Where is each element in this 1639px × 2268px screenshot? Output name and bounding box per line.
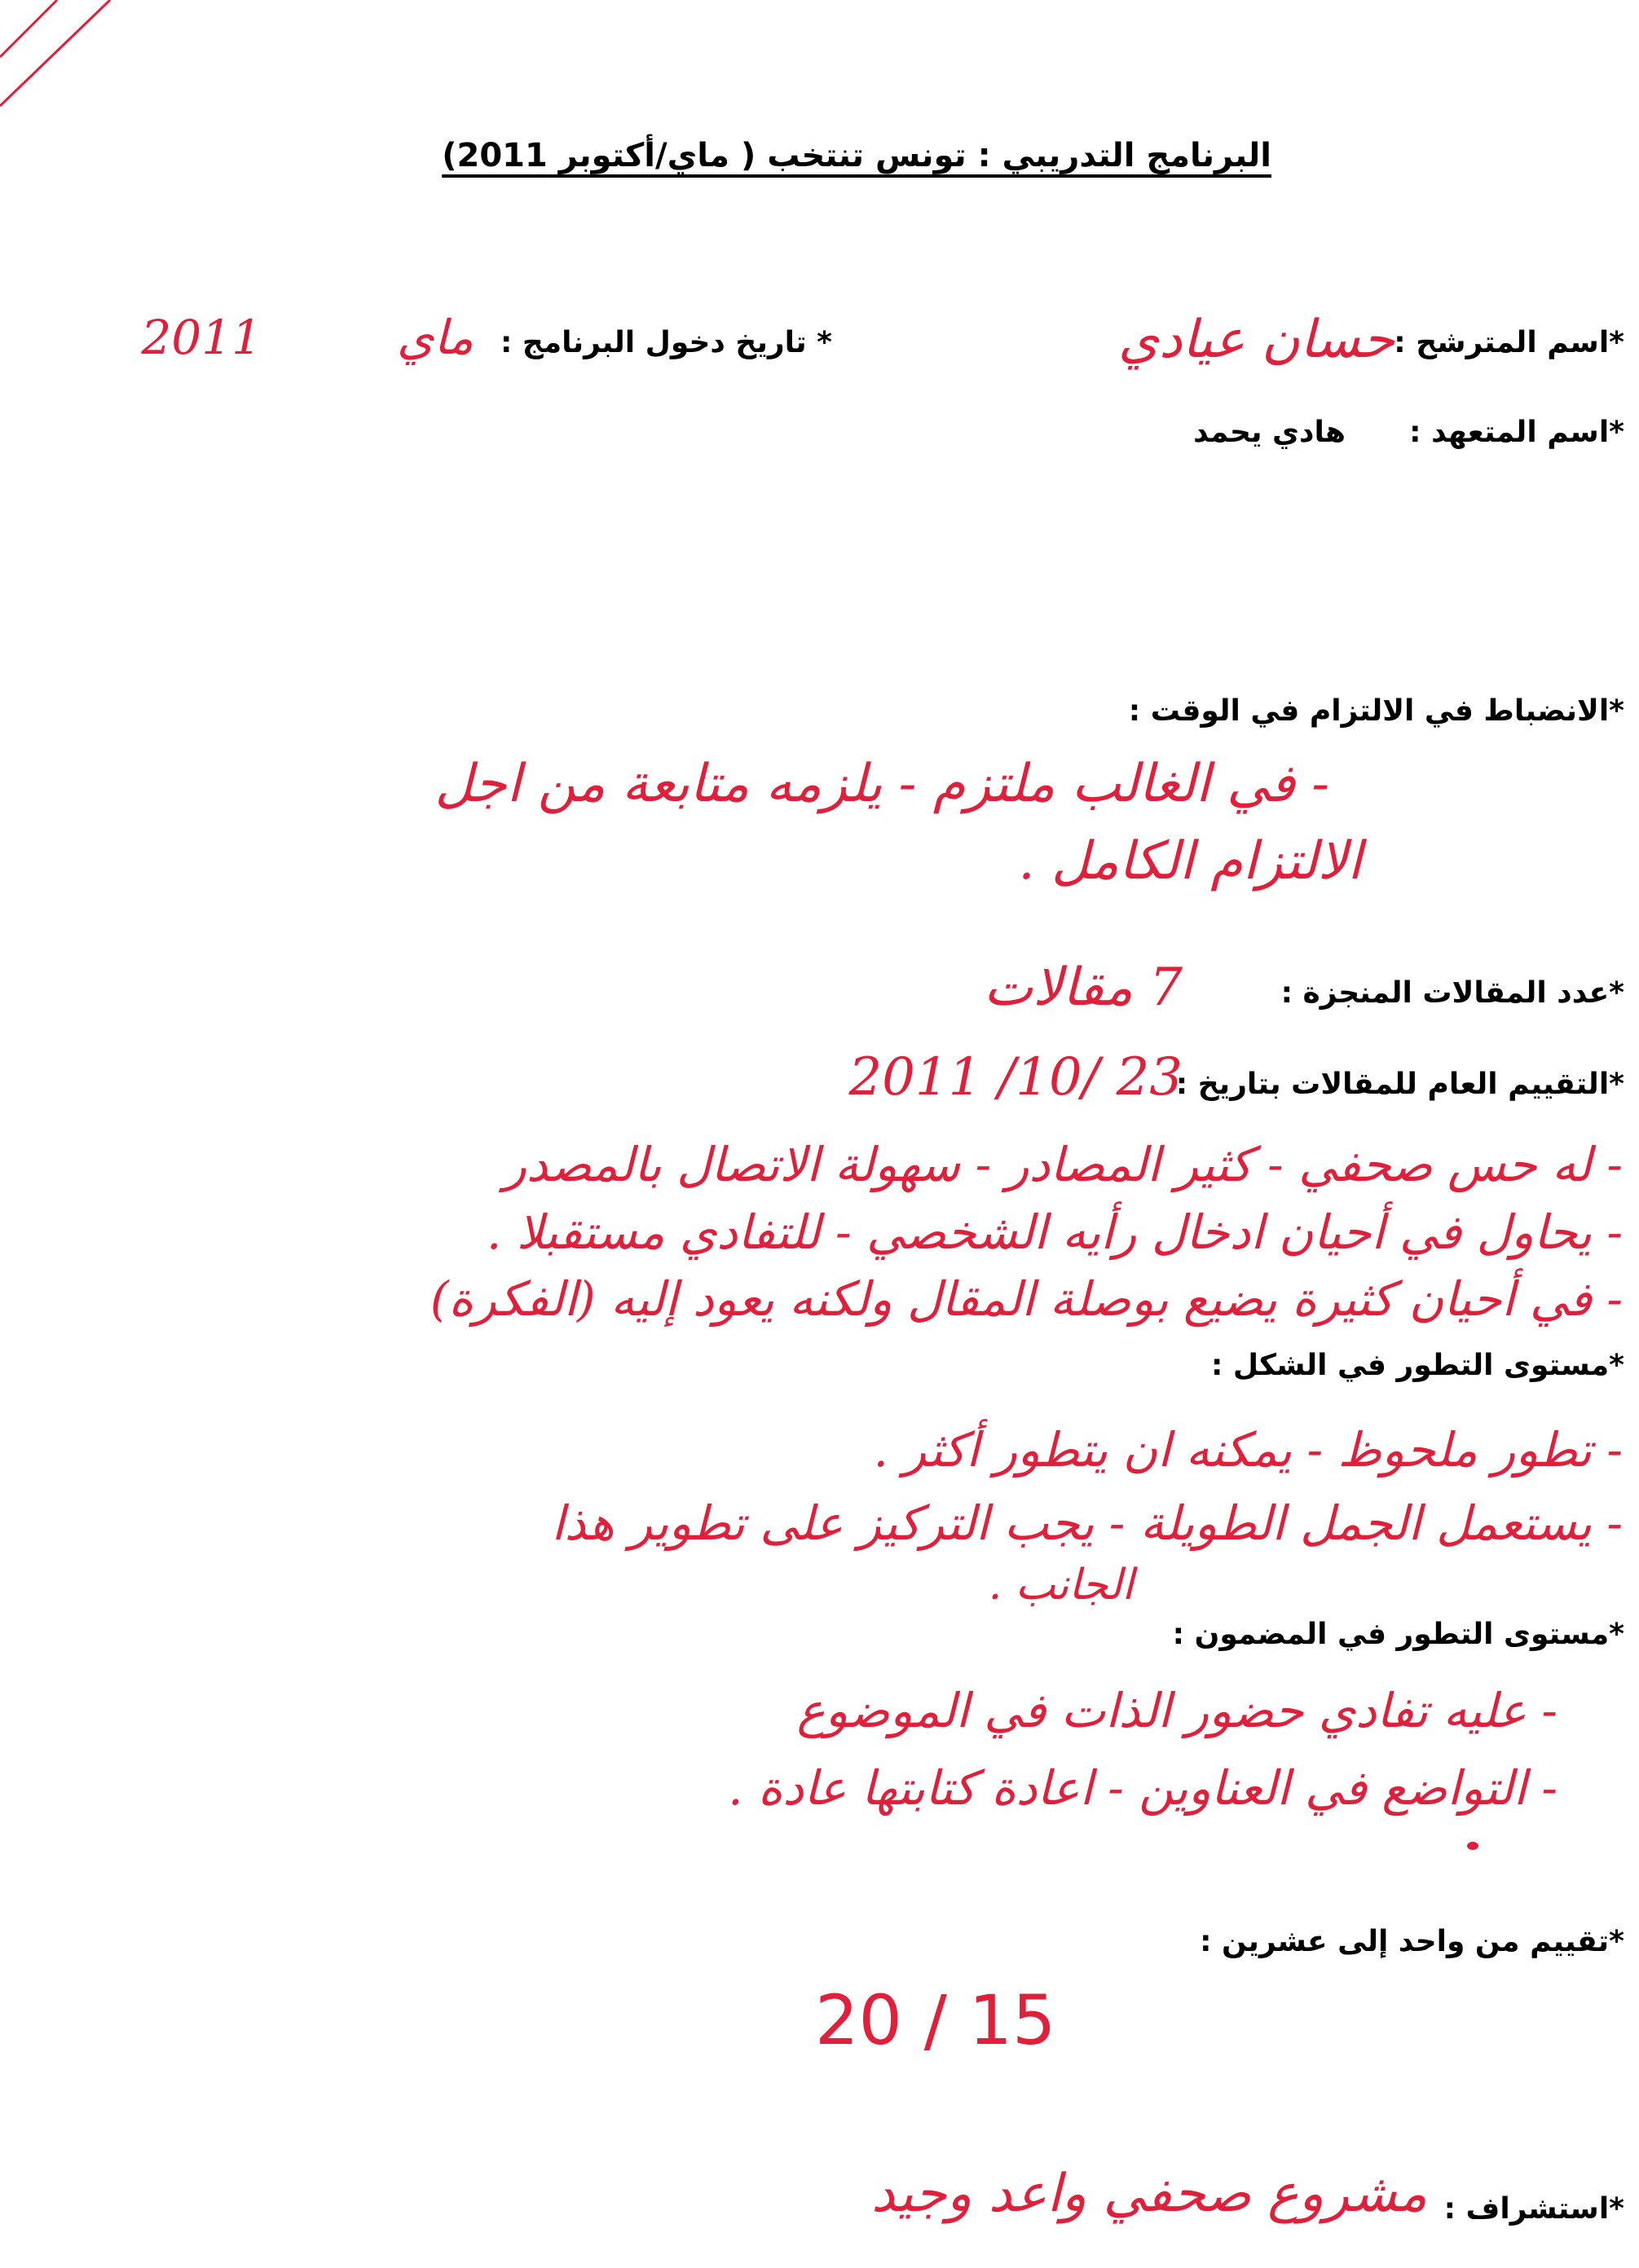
score-value: 20 / 15 xyxy=(815,1980,1056,2060)
outlook-label: *استشراف : xyxy=(1443,2192,1624,2226)
general-eval-label: *التقييم العام للمقالات بتاريخ : xyxy=(1175,1068,1624,1101)
general-eval-line-1: - له حس صحفي - كثير المصادر - سهولة الاتصال بالمصدر xyxy=(503,1137,1623,1192)
candidate-name-handwritten: حسان عيادي xyxy=(1117,310,1394,370)
punctuality-label: *الانضباط في الالتزام في الوقت : xyxy=(1128,694,1624,728)
candidate-label: *اسم المترشح : xyxy=(1394,326,1624,359)
general-eval-line-2: - يحاول في أحيان ادخال رأيه الشخصي - للتفادي مستقبلا . xyxy=(486,1204,1623,1260)
form-level-line-3: الجانب . xyxy=(988,1561,1134,1610)
content-level-line-2: - التواضع في العناوين - اعادة كتابتها عادة . xyxy=(728,1760,1557,1816)
ink-dot xyxy=(1467,1842,1478,1850)
punctuality-line-1: - في الغالب ملتزم - يلزمه متابعة من اجل xyxy=(434,754,1329,814)
form-level-line-2: - يستعمل الجمل الطويلة - يجب التركيز على تطوير هذا xyxy=(551,1495,1623,1551)
outlook-value: مشروع صحفي واعد وجيد xyxy=(870,2164,1427,2224)
entry-date-year: 2011 xyxy=(141,310,262,365)
articles-count-value: 7 مقالات xyxy=(984,958,1183,1018)
general-eval-line-3: - في أحيان كثيرة يضيع بوصلة المقال ولكنه يعود إليه (الفكرة) xyxy=(430,1271,1623,1327)
score-label: *تقييم من واحد إلى عشرين : xyxy=(1200,1925,1624,1958)
general-eval-date: 2011 /10/ 23 xyxy=(848,1047,1183,1108)
articles-count-label: *عدد المقالات المنجزة : xyxy=(1280,976,1624,1010)
mentor-label: *اسم المتعهد : xyxy=(1409,416,1624,449)
form-level-label: *مستوى التطور في الشكل : xyxy=(1210,1349,1624,1382)
form-level-line-1: - تطور ملحوظ - يمكنه ان يتطور أكثر . xyxy=(873,1422,1623,1478)
punctuality-line-2: الالتزام الكامل . xyxy=(1018,831,1362,892)
content-level-label: *مستوى التطور في المضمون : xyxy=(1172,1618,1624,1651)
corner-pen-marks xyxy=(0,0,139,139)
entry-date-month: ماي xyxy=(396,310,474,365)
mentor-name: هادي يحمد xyxy=(1193,416,1346,449)
content-level-line-1: - عليه تفادي حضور الذات في الموضوع xyxy=(796,1683,1557,1738)
entry-date-label: * تاريخ دخول البرنامج : xyxy=(500,326,832,359)
program-title: البرنامج التدريبي : تونس تنتخب ( ماي/أكتوبر 2011) xyxy=(442,137,1271,174)
